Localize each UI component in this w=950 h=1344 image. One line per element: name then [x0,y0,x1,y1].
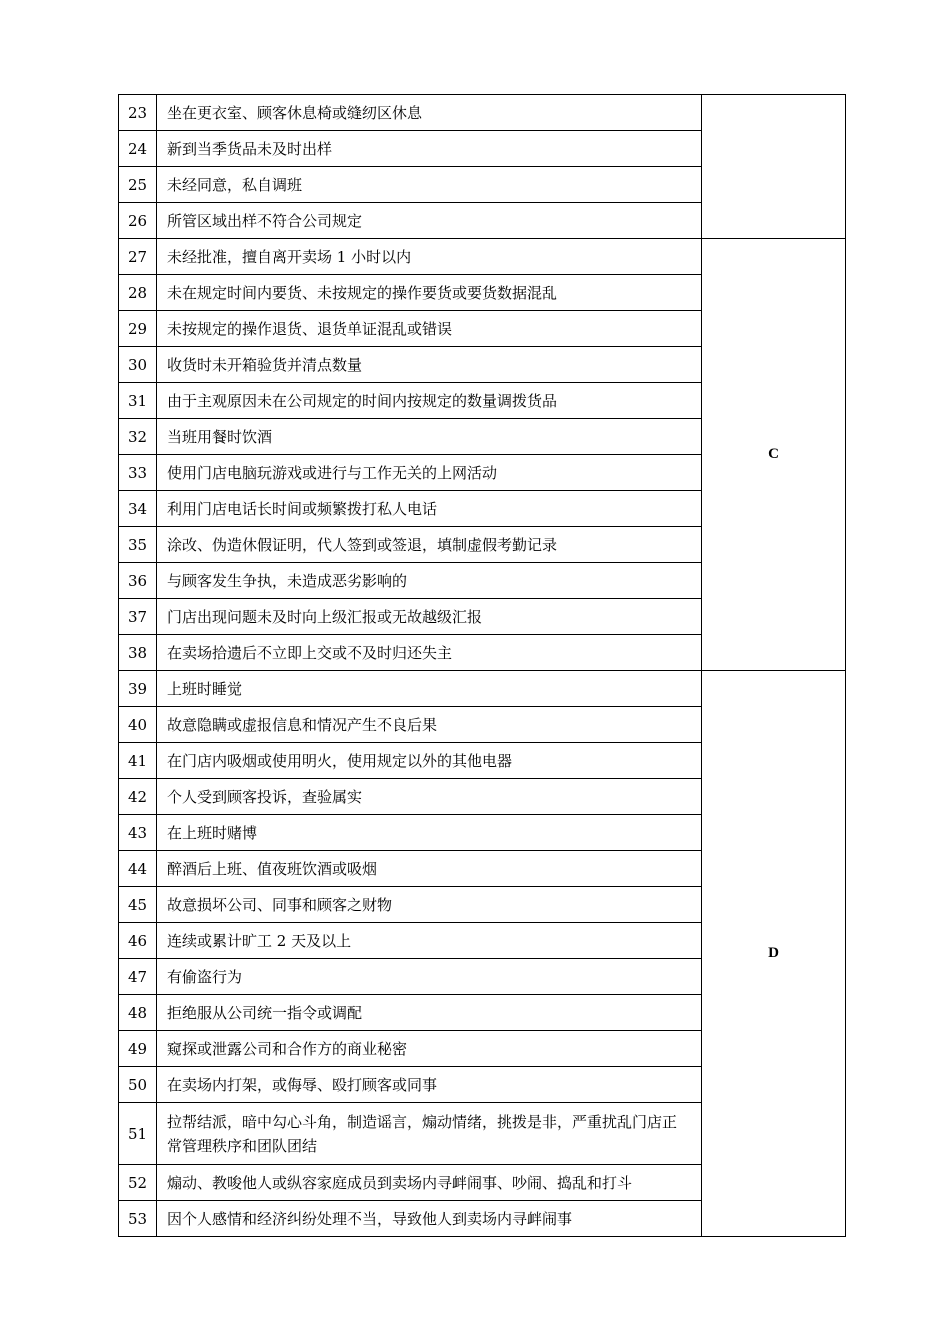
item-description: 个人受到顾客投诉，查验属实 [157,779,702,815]
item-description: 在门店内吸烟或使用明火，使用规定以外的其他电器 [157,743,702,779]
item-description: 在卖场拾遗后不立即上交或不及时归还失主 [157,635,702,671]
item-number: 39 [119,671,157,707]
item-description: 由于主观原因未在公司规定的时间内按规定的数量调拨货品 [157,383,702,419]
item-description: 故意损坏公司、同事和顾客之财物 [157,887,702,923]
item-description: 利用门店电话长时间或频繁拨打私人电话 [157,491,702,527]
item-number: 29 [119,311,157,347]
item-number: 41 [119,743,157,779]
item-description: 窥探或泄露公司和合作方的商业秘密 [157,1031,702,1067]
item-number: 34 [119,491,157,527]
item-description: 坐在更衣室、顾客休息椅或缝纫区休息 [157,95,702,131]
item-number: 37 [119,599,157,635]
item-description: 连续或累计旷工 2 天及以上 [157,923,702,959]
item-description: 使用门店电脑玩游戏或进行与工作无关的上网活动 [157,455,702,491]
item-number: 26 [119,203,157,239]
item-number: 53 [119,1201,157,1237]
item-description: 当班用餐时饮酒 [157,419,702,455]
item-number: 45 [119,887,157,923]
item-number: 35 [119,527,157,563]
item-number: 24 [119,131,157,167]
item-description: 未经同意，私自调班 [157,167,702,203]
item-number: 33 [119,455,157,491]
item-description: 未经批准，擅自离开卖场 1 小时以内 [157,239,702,275]
item-description: 煽动、教唆他人或纵容家庭成员到卖场内寻衅闹事、吵闹、捣乱和打斗 [157,1165,702,1201]
item-number: 49 [119,1031,157,1067]
item-description: 故意隐瞒或虚报信息和情况产生不良后果 [157,707,702,743]
item-number: 52 [119,1165,157,1201]
item-number: 27 [119,239,157,275]
item-description: 因个人感情和经济纠纷处理不当，导致他人到卖场内寻衅闹事 [157,1201,702,1237]
item-number: 25 [119,167,157,203]
violation-grade [702,95,846,239]
item-number: 43 [119,815,157,851]
item-number: 42 [119,779,157,815]
item-description: 未在规定时间内要货、未按规定的操作要货或要货数据混乱 [157,275,702,311]
item-description: 有偷盗行为 [157,959,702,995]
item-number: 32 [119,419,157,455]
table-row [119,239,846,275]
item-number: 30 [119,347,157,383]
item-number: 47 [119,959,157,995]
item-description: 拒绝服从公司统一指令或调配 [157,995,702,1031]
violation-grade: C [702,239,846,671]
item-number: 50 [119,1067,157,1103]
item-number: 48 [119,995,157,1031]
violation-table-body [119,95,846,1237]
item-number: 23 [119,95,157,131]
item-number: 36 [119,563,157,599]
table-row [119,671,846,707]
violation-table [118,94,846,1237]
item-description: 新到当季货品未及时出样 [157,131,702,167]
item-description: 未按规定的操作退货、退货单证混乱或错误 [157,311,702,347]
item-number: 28 [119,275,157,311]
item-description: 所管区域出样不符合公司规定 [157,203,702,239]
item-description: 涂改、伪造休假证明，代人签到或签退，填制虚假考勤记录 [157,527,702,563]
item-number: 44 [119,851,157,887]
item-description: 拉帮结派，暗中勾心斗角，制造谣言，煽动情绪，挑拨是非，严重扰乱门店正常管理秩序和团队团结 [157,1103,702,1165]
item-number: 46 [119,923,157,959]
item-description: 门店出现问题未及时向上级汇报或无故越级汇报 [157,599,702,635]
item-description: 在卖场内打架，或侮辱、殴打顾客或同事 [157,1067,702,1103]
item-description: 上班时睡觉 [157,671,702,707]
item-description: 醉酒后上班、值夜班饮酒或吸烟 [157,851,702,887]
violation-grade: D [702,671,846,1237]
item-number: 38 [119,635,157,671]
item-description: 在上班时赌博 [157,815,702,851]
item-number: 40 [119,707,157,743]
item-description: 收货时未开箱验货并清点数量 [157,347,702,383]
item-description: 与顾客发生争执，未造成恶劣影响的 [157,563,702,599]
item-number: 31 [119,383,157,419]
table-row [119,95,846,131]
item-number: 51 [119,1103,157,1165]
